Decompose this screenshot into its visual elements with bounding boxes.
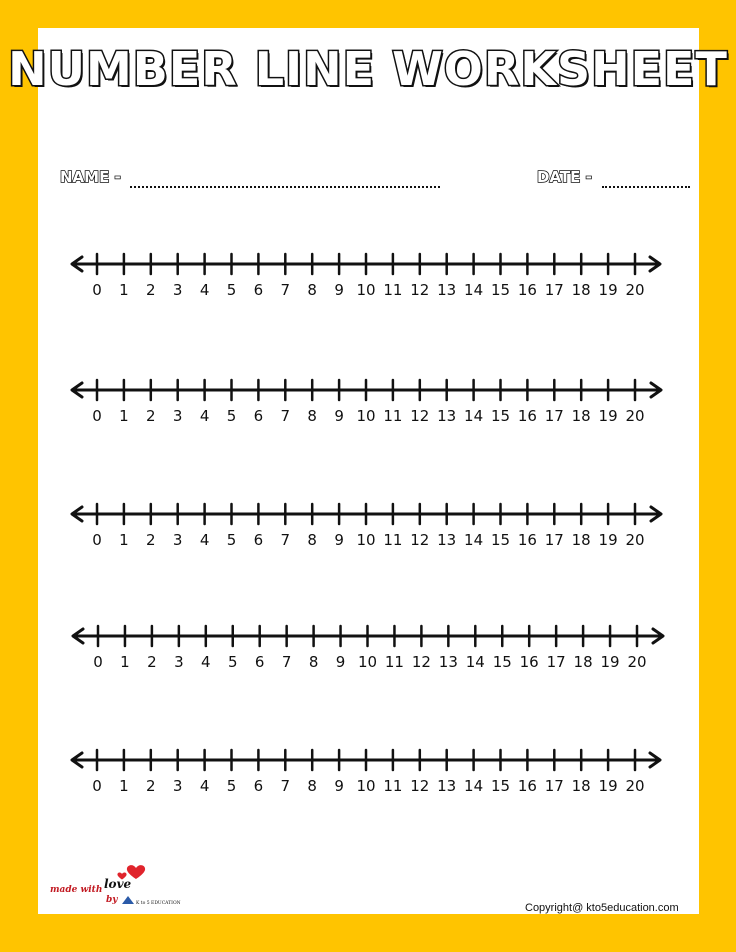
- tick-label: 4: [199, 531, 210, 549]
- tick-label: 16: [517, 281, 537, 299]
- tick-label: 18: [571, 281, 591, 299]
- tick-label: 15: [492, 653, 512, 671]
- tick-label: 8: [307, 281, 317, 299]
- tick-label: 16: [517, 777, 537, 795]
- tick-label: 0: [93, 653, 103, 671]
- tick-label: 2: [146, 281, 156, 299]
- tick-label: 7: [281, 653, 292, 671]
- tick-label: 3: [172, 531, 183, 549]
- tick-label: 12: [410, 777, 430, 795]
- tick-label: 17: [544, 777, 564, 795]
- tick-label: 7: [280, 407, 291, 425]
- tick-label: 20: [625, 531, 645, 549]
- tick-label: 12: [410, 531, 430, 549]
- tick-label: 19: [600, 653, 620, 671]
- tick-label: 10: [356, 281, 376, 299]
- tick-label: 7: [280, 281, 291, 299]
- tick-label: 20: [625, 407, 645, 425]
- tick-label: 3: [174, 653, 184, 671]
- number-line-5: [72, 750, 660, 795]
- tick-label: 4: [199, 281, 210, 299]
- date-label: DATE -: [537, 168, 592, 186]
- made-with-text: made with: [50, 885, 103, 895]
- tick-label: 18: [571, 407, 591, 425]
- tick-label: 9: [334, 777, 344, 795]
- tick-label: 13: [438, 653, 458, 671]
- tick-label: 19: [598, 281, 618, 299]
- tick-label: 0: [92, 777, 102, 795]
- tick-label: 18: [571, 777, 591, 795]
- tick-label: 5: [226, 777, 237, 795]
- tick-label: 17: [546, 653, 566, 671]
- love-text: love: [104, 877, 132, 891]
- tick-label: 20: [625, 777, 645, 795]
- tick-label: 1: [119, 407, 129, 425]
- tick-label: 8: [307, 531, 317, 549]
- tick-label: 9: [334, 281, 344, 299]
- tick-label: 13: [437, 777, 457, 795]
- tick-label: 0: [92, 407, 102, 425]
- tick-label: 6: [253, 531, 264, 549]
- page-title: NUMBER LINE WORKSHEET: [8, 42, 728, 96]
- tick-label: 13: [437, 407, 457, 425]
- tick-label: 6: [254, 653, 265, 671]
- tick-label: 4: [199, 407, 210, 425]
- tick-label: 6: [253, 407, 264, 425]
- tick-label: 5: [227, 653, 238, 671]
- tick-label: 17: [544, 281, 564, 299]
- book-icon: [122, 896, 134, 904]
- made-with-love-logo: [48, 858, 181, 908]
- tick-label: 0: [92, 281, 102, 299]
- tick-label: 12: [410, 281, 430, 299]
- tick-label: 9: [335, 653, 346, 671]
- tick-label: 6: [253, 777, 264, 795]
- tick-label: 4: [199, 777, 210, 795]
- copyright-text: Copyright@ kto5education.com: [525, 902, 679, 914]
- tick-label: 11: [383, 407, 403, 425]
- tick-label: 18: [571, 531, 591, 549]
- tick-label: 8: [307, 407, 317, 425]
- tick-label: 3: [172, 777, 183, 795]
- tick-label: 19: [598, 777, 618, 795]
- tick-label: 15: [490, 407, 511, 425]
- tick-label: 2: [147, 653, 157, 671]
- tick-label: 7: [280, 777, 291, 795]
- tick-label: 18: [573, 653, 593, 671]
- tick-label: 8: [307, 777, 317, 795]
- tick-label: 11: [383, 281, 403, 299]
- number-line-1: [72, 254, 660, 299]
- tick-label: 7: [280, 531, 291, 549]
- tick-label: 8: [308, 653, 319, 671]
- by-text: by: [106, 895, 118, 905]
- number-line-3: [72, 504, 661, 549]
- tick-label: 20: [627, 653, 647, 671]
- tick-label: 16: [517, 407, 537, 425]
- tick-label: 15: [490, 777, 511, 795]
- tick-label: 16: [517, 531, 537, 549]
- tick-label: 12: [410, 407, 430, 425]
- tick-label: 4: [201, 653, 211, 671]
- tick-label: 1: [120, 653, 130, 671]
- tick-label: 14: [465, 653, 485, 671]
- tick-label: 17: [544, 407, 564, 425]
- tick-label: 19: [598, 531, 618, 549]
- tick-label: 19: [598, 407, 618, 425]
- tick-label: 0: [92, 531, 102, 549]
- tick-label: 14: [464, 281, 484, 299]
- tick-label: 15: [490, 531, 511, 549]
- tick-label: 10: [356, 777, 376, 795]
- tick-label: 9: [334, 531, 344, 549]
- tick-label: 9: [334, 407, 344, 425]
- tick-label: 13: [437, 531, 457, 549]
- number-line-2: [72, 380, 661, 425]
- tick-label: 11: [384, 653, 404, 671]
- tick-label: 10: [356, 407, 376, 425]
- tick-label: 13: [437, 281, 457, 299]
- tick-label: 14: [464, 407, 484, 425]
- brand-text: K to 5 EDUCATION: [136, 901, 181, 906]
- tick-label: 2: [146, 531, 156, 549]
- tick-label: 6: [253, 281, 264, 299]
- tick-label: 15: [490, 281, 511, 299]
- tick-label: 5: [226, 281, 237, 299]
- tick-label: 3: [172, 281, 183, 299]
- tick-label: 5: [226, 407, 237, 425]
- tick-label: 20: [625, 281, 645, 299]
- tick-label: 1: [119, 777, 129, 795]
- tick-label: 16: [519, 653, 539, 671]
- tick-label: 10: [357, 653, 378, 671]
- tick-label: 2: [146, 777, 156, 795]
- tick-label: 5: [226, 531, 237, 549]
- tick-label: 17: [544, 531, 564, 549]
- tick-label: 14: [464, 777, 484, 795]
- tick-label: 11: [383, 777, 403, 795]
- tick-label: 12: [411, 653, 431, 671]
- tick-label: 10: [356, 531, 376, 549]
- number-line-4: [73, 626, 663, 671]
- tick-label: 3: [172, 407, 183, 425]
- tick-label: 11: [383, 531, 403, 549]
- tick-label: 14: [464, 531, 484, 549]
- name-label: NAME -: [60, 168, 121, 186]
- tick-label: 2: [146, 407, 156, 425]
- tick-label: 1: [119, 531, 129, 549]
- tick-label: 1: [119, 281, 129, 299]
